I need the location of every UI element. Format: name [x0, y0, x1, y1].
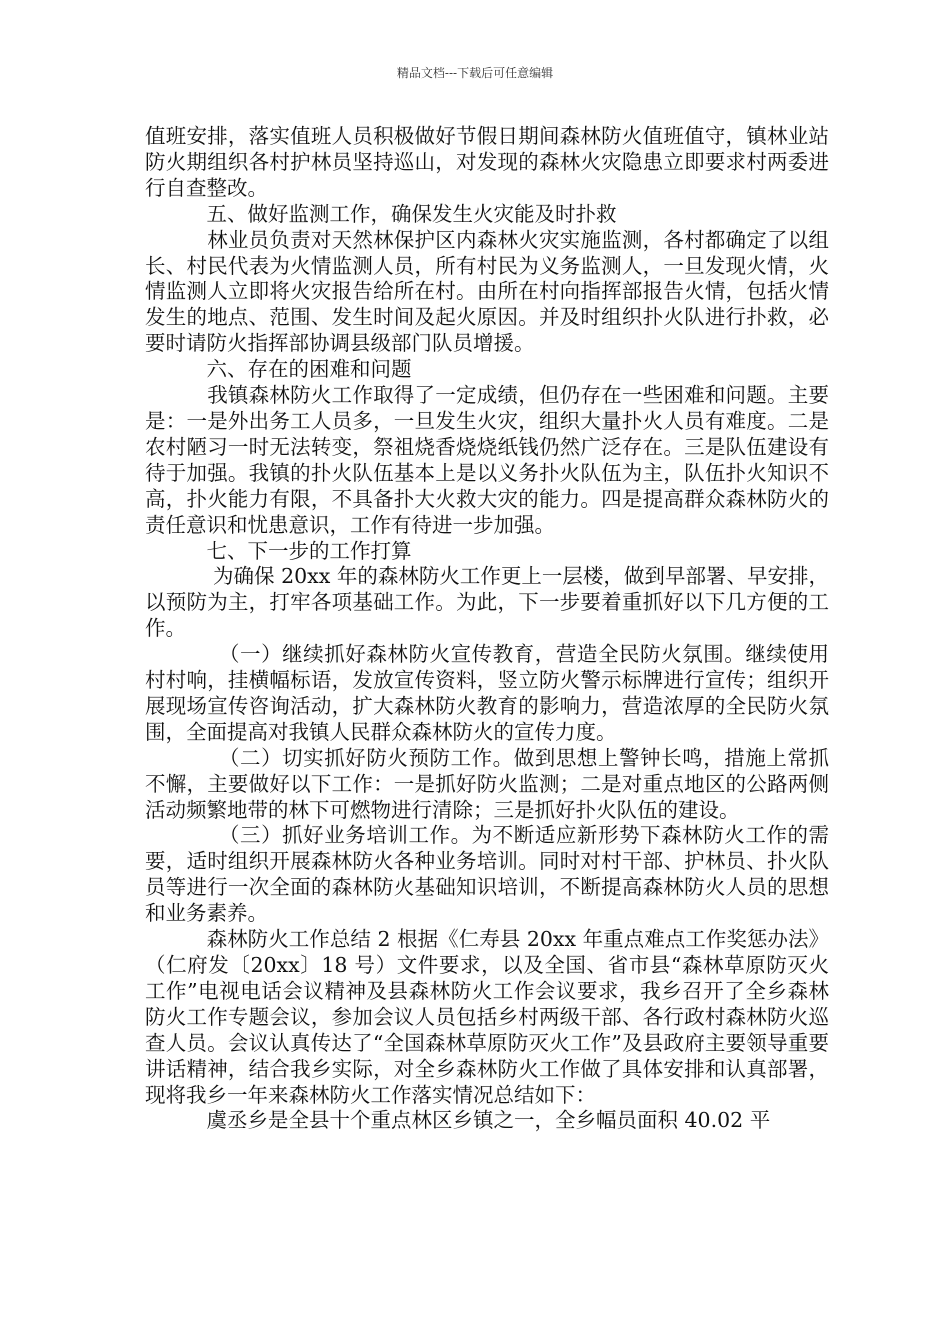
section-heading: 七、下一步的工作打算: [145, 538, 412, 563]
paragraph: 值班安排，落实值班人员积极做好节假日期间森林防火值班值守，镇林业站防火期组织各村护林员坚持巡山，对发现的森林火灾隐患立即要求村两委进行自查整改。: [145, 124, 829, 200]
paragraph: 为确保 20xx 年的森林防火工作更上一层楼，做到早部署、早安排，以预防为主，打牢各项基础工作。为此，下一步要着重抓好以下几方便的工作。: [145, 564, 829, 641]
paragraph: （三）抓好业务培训工作。为不断适应新形势下森林防火工作的需要，适时组织开展森林防火各种业务培训。同时对村干部、护林员、扑火队员等进行一次全面的森林防火基础知识培训，不断提高森林防火人员的思想和业务素养。: [145, 823, 829, 926]
paragraph: 我镇森林防火工作取得了一定成绩，但仍存在一些困难和问题。主要是：一是外出务工人员多，一旦发生火灾，组织大量扑火人员有难度。二是农村陋习一时无法转变，祭祖烧香烧烧纸钱仍然广泛存在。三是队伍建设有待于加强。我镇的扑火队伍基本上是以义务扑火队伍为主，队伍扑火知识不高，扑火能力有限，不具备扑大火救大灾的能力。四是提高群众森林防火的责任意识和忧患意识，工作有待进一步加强。: [145, 383, 829, 537]
document-body: [145, 124, 829, 1134]
paragraph: 林业员负责对天然林保护区内森林火灾实施监测，各村都确定了以组长、村民代表为火情监测人员，所有村民为义务监测人，一旦发现火情，火情监测人立即将火灾报告给所在村。由所在村向指挥部报告火情，包括火情发生的地点、范围、发生时间及起火原因。并及时组织扑火队进行扑救，必要时请防火指挥部协调县级部门队员增援。: [145, 227, 829, 356]
paragraph: （一）继续抓好森林防火宣传教育，营造全民防火氛围。继续使用村村响，挂横幅标语，发放宣传资料，竖立防火警示标牌进行宣传；组织开展现场宣传咨询活动，扩大森林防火教育的影响力，营造浓厚的全民防火氛围，全面提高对我镇人民群众森林防火的宣传力度。: [145, 642, 829, 744]
paragraph: 虞丞乡是全县十个重点林区乡镇之一，全乡幅员面积 40.02 平: [145, 1108, 771, 1133]
section-heading: 六、存在的困难和问题: [145, 357, 412, 382]
paragraph: 森林防火工作总结 2 根据《仁寿县 20xx 年重点难点工作奖惩办法》（仁府发〔20xx〕18 号）文件要求，以及全国、省市县“森林草原防灭火工作”电视电话会议精神及县森林防火工作会议要求，我乡召开了全乡森林防火工作专题会议，参加会议人员包括乡村两级干部、各行政村森林防火巡查人员。会议认真传达了“全国森林草原防灭火工作”及县政府主要领导重要讲话精神，结合我乡实际，对全乡森林防火工作做了具体安排和认真部署，现将我乡一年来森林防火工作落实情况总结如下：: [145, 927, 829, 1107]
page-header: 精品文档---下载后可任意编辑: [396, 66, 554, 80]
section-heading: 五、做好监测工作，确保发生火灾能及时扑救: [145, 201, 617, 226]
paragraph: （二）切实抓好防火预防工作。做到思想上警钟长鸣，措施上常抓不懈，主要做好以下工作：一是抓好防火监测；二是对重点地区的公路两侧活动频繁地带的林下可燃物进行清除；三是抓好扑火队伍的建设。: [145, 745, 829, 822]
